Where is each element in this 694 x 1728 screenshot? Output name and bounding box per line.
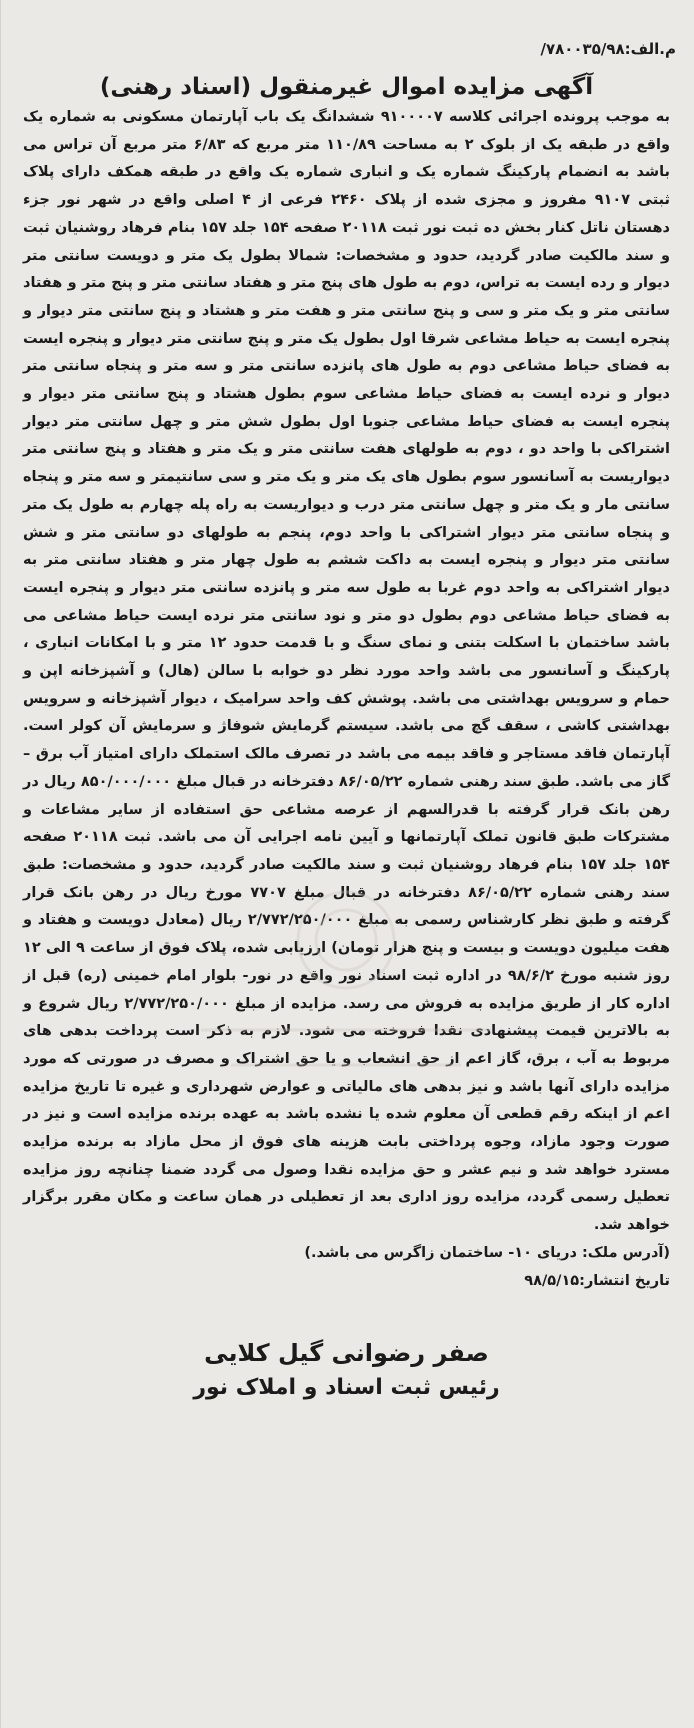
signer-title: رئیس ثبت اسناد و املاک نور <box>193 1375 500 1401</box>
notice-title: آگهی مزایده اموال غیرمنقول (اسناد رهنی) <box>99 74 594 100</box>
signature-block <box>23 1335 670 1405</box>
notice-body <box>23 104 670 1295</box>
body-paragraph: به موجب پرونده اجرائی کلاسه ۹۱۰۰۰۰۷ ششدانگ یک باب آپارتمان مسکونی به شماره یک واقع در طبقه یک از بلوک ۲ به مساحت ۱۱۰/۸۹ متر مربع که ۶/۸۳ متر مربع آن تراس می باشد به انضمام پارکینگ شماره یک و انباری شماره یک واقع در طبقه همکف دارای پلاک ثبتی ۹۱۰۷ مفروز و مجزی شده از پلاک ۲۴۶۰ فرعی از ۴ اصلی واقع در شهر نور جزء دهستان ناتل کنار بخش ده ثبت نور ثبت ۲۰۱۱۸ صفحه ۱۵۴ جلد ۱۵۷ بنام فرهاد روشنیان ثبت و سند مالکیت صادر گردید، حدود و مشخصات: شمالا بطول یک متر و دویست سانتی متر دیوار و رده ایست به تراس، دوم به طول های پنج متر و هفتاد سانتی متر و پنج متر و هفتاد سانتی متر و یک متر و سی و پنج سانتی متر و هفت متر و هشتاد و پنج سانتی متر دیوار و پنجره ایست به حیاط مشاعی شرقا اول بطول یک متر و پنج سانتی متر دیوار و پنجره ایست به فضای حیاط مشاعی دوم به طول های پانزده سانتی متر و سه متر و پنجاه سانتی متر دیوار و نرده ایست به فضای حیاط مشاعی سوم بطول هشتاد و پنج سانتی متر دیوار و پنجره ایست به فضای حیاط مشاعی جنوبا اول بطول شش متر و چهل سانتی متر دیوار اشتراکی با واحد دو ، دوم به طولهای هفت سانتی متر و یک متر و هفتاد و پنج سانتی متر دیواریست به آسانسور سوم بطول های یک متر و یک متر و سی سانتیمتر و سه متر و پنجاه سانتی مار و یک متر و چهل سانتی متر درب و دیواریست به راه پله چهارم به طول یک متر و پنجاه سانتی متر دیوار اشتراکی با واحد دوم، پنجم به طولهای دو سانتی متر و شش سانتی متر دیوار و پنجره ایست به داکت ششم به طول چهار متر و هفتاد سانتی متر به دیوار اشتراکی به واحد دوم غربا به طول سه متر و پانزده سانتی متر دیوار و پنجره ایست به فضای حیاط مشاعی دوم بطول دو متر و نود سانتی متر نرده ایست حیاط مشاعی می باشد ساختمان با اسکلت بتنی و نمای سنگ و با قدمت حدود ۱۲ متر و با امکانات انباری ، پارکینگ و آسانسور می باشد واحد مورد نظر دو خوابه با سالن (هال) و آشپزخانه اپن و حمام و سرویس بهداشتی می باشد. پوشش کف واحد سرامیک ، دیوار آشپزخانه و سرویس بهداشتی کاشی ، سقف گچ می باشد. سیستم گرمایش شوفاژ و سرمایش آن کولر است. آپارتمان فاقد مستاجر و فاقد بیمه می باشد در تصرف مالک استملک دارای امتیاز آب برق – گاز می باشد. طبق سند رهنی شماره ۸۶/۰۵/۲۲ دفترخانه در قبال مبلغ ۸۵۰/۰۰۰/۰۰۰ ریال در رهن بانک قرار گرفته با قدرالسهم از عرصه مشاعی حق استفاده از سایر مشاعات و مشترکات طبق قانون تملک آپارتمانها و آیین نامه اجرایی آن می باشد. ثبت ۲۰۱۱۸ صفحه ۱۵۴ جلد ۱۵۷ بنام فرهاد روشنیان ثبت و سند مالکیت صادر گردید، حدود و مشخصات: طبق سند رهنی شماره ۸۶/۰۵/۲۲ دفترخانه در قبال مبلغ ۷۷۰۷ مورخ ریال در رهن بانک قرار گرفته و طبق نظر کارشناس رسمی به مبلغ ۲/۷۷۲/۲۵۰/۰۰۰ ریال (معادل دویست و هفتاد و هفت میلیون دویست و بیست و پنج هزار تومان) ارزیابی شده، پلاک فوق از ساعت ۹ الی ۱۲ روز شنبه مورخ ۹۸/۶/۲ در اداره ثبت اسناد نور واقع در نور- بلوار امام خمینی (ره) قبل از اداره کار از طریق مزایده به فروش می رسد. مزایده از مبلغ ۲/۷۷۲/۲۵۰/۰۰۰ ریال شروع و به بالاترین قیمت پیشنهادی نقدا فروخته می شود. لازم به ذکر است پرداخت بدهی های مربوط به آب ، برق، گاز اعم از حق انشعاب و یا حق اشتراک و مصرف در صورتی که مورد مزایده دارای آنها باشد و نیز بدهی های مالیاتی و عوارض شهرداری و غیره تا تاریخ مزایده اعم از اینکه رقم قطعی آن معلوم شده یا نشده باشد به عهده برنده مزایده است و نیز در صورت وجود مازاد، وجوه پرداختی بابت هزینه های فوق از محل مازاد به برنده مزایده مسترد خواهد شد و نیم عشر و حق مزایده نقدا وصول می گردد ضمنا چنانچه روز مزایده تعطیل رسمی گردد، مزایده روز اداری بعد از تعطیلی در همان ساعت و مکان مقرر برگزار خواهد شد. <box>23 109 671 1234</box>
signer-name: صفر رضوانی گیل کلایی <box>204 1339 489 1368</box>
publish-date: تاریخ انتشار:۹۸/۵/۱۵ <box>524 1272 670 1289</box>
property-address: (آدرس ملک: دریای ۱۰- ساختمان زاگرس می باشد.) <box>304 1244 670 1261</box>
reference-number: م.الف:۷۸۰۰۳۵/۹۸/ <box>540 40 676 58</box>
